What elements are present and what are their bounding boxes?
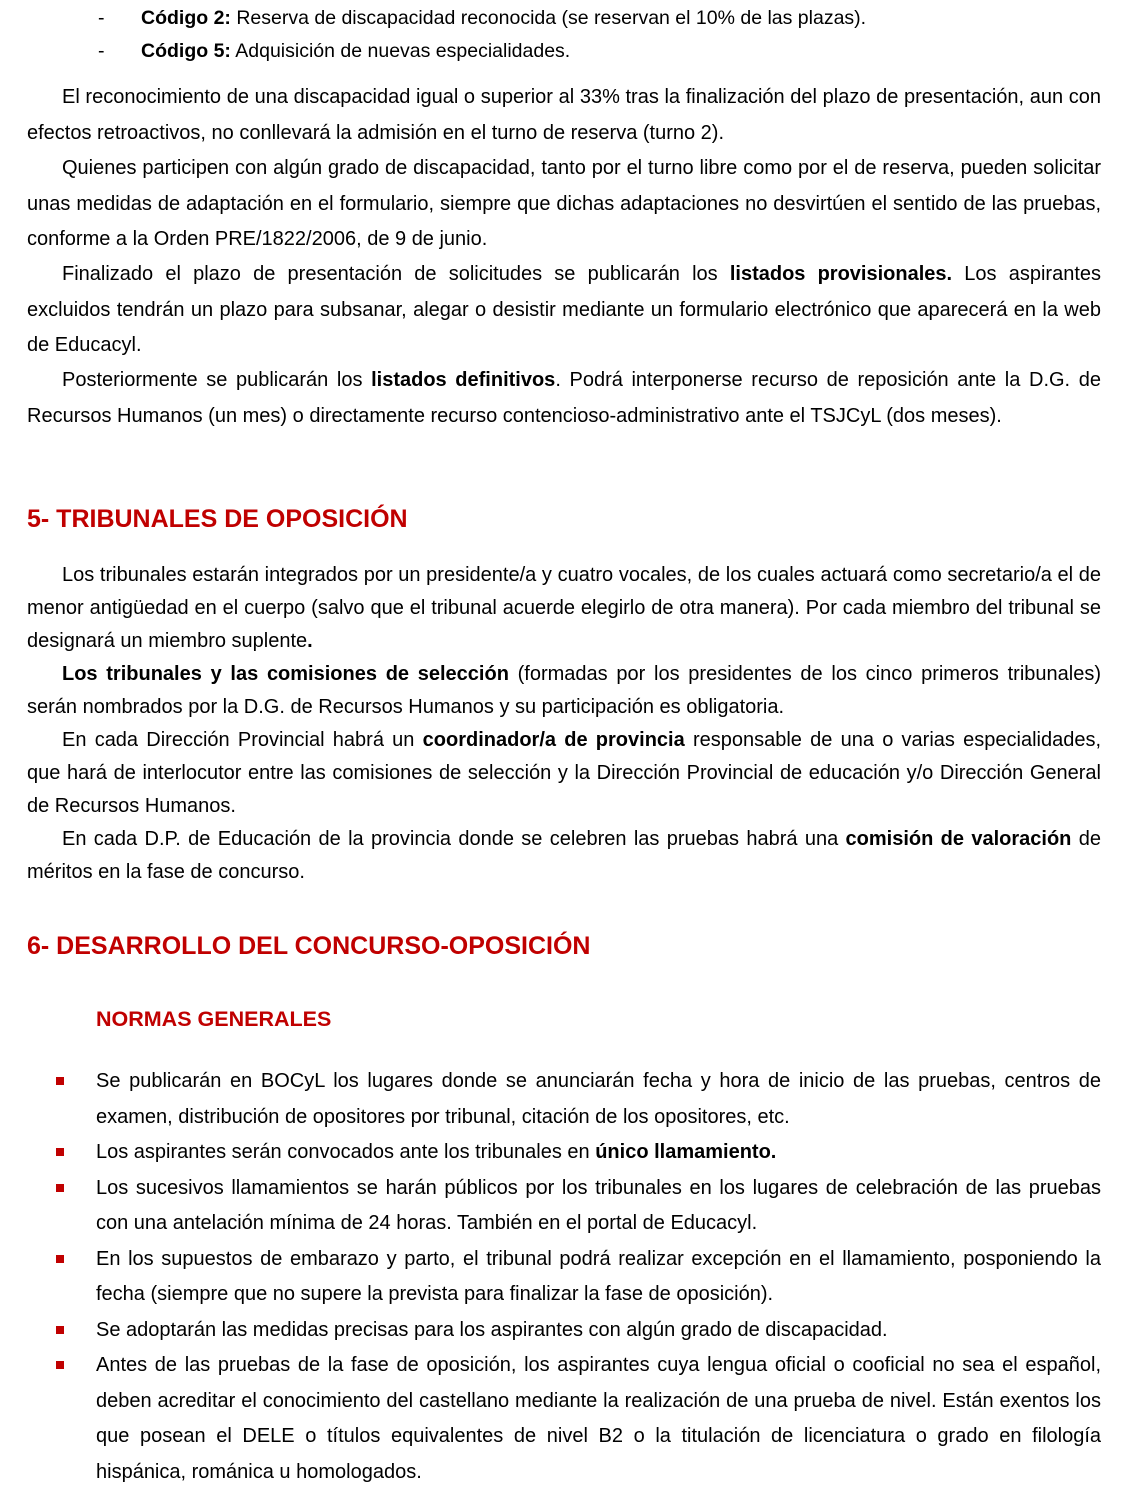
square-bullet-icon [56, 1184, 64, 1192]
paragraph-listados-definitivos [27, 363, 1101, 434]
paragraph-text: En cada D.P. de Educación de la provincia donde se celebren las pruebas habrá una [62, 828, 846, 850]
paragraph-text: Posteriormente se publicarán los [62, 369, 372, 391]
bold-text: Los tribunales y las comisiones de selección [62, 663, 509, 685]
paragraph-comisiones-seleccion [27, 658, 1101, 724]
paragraph-text: de méritos en la fase de concurso. [27, 828, 1101, 883]
code-label: Código 2: [141, 7, 231, 29]
square-bullet-icon [56, 1361, 64, 1369]
bold-text: comisión de valoración [845, 828, 1072, 850]
bold-text: listados provisionales. [729, 263, 953, 285]
list-item-text: En los supuestos de embarazo y parto, el tribunal podrá realizar excepción en el llamamiento, posponiendo la fecha (siempre que no supere la prevista para finalizar la fase de oposición). [96, 1247, 1101, 1305]
paragraph-text: (formadas por los presidentes de los cinco primeros tribunales) serán nombrados por la D.G. de Recursos Humanos y su participación es obligatoria. [27, 663, 1101, 718]
list-item [0, 1313, 1101, 1349]
list-item [0, 1171, 1101, 1242]
paragraph-text: Los tribunales estarán integrados por un presidente/a y cuatro vocales, de los cuales actuará como secretario/a el de menor antigüedad en el cuerpo (salvo que el tribunal acuerde elegirlo de otra manera). Por cada miembro del tribunal se designará un miembro suplente [27, 564, 1101, 652]
list-item-text: Los sucesivos llamamientos se harán públicos por los tribunales en los lugares de celebración de las pruebas con una antelación mínima de 24 horas. También en el portal de Educacyl. [96, 1176, 1101, 1234]
normas-list [0, 1064, 1101, 1490]
code-text: Adquisición de nuevas especialidades. [230, 40, 571, 62]
section-5-title: 5- TRIBUNALES DE OPOSICIÓN [27, 505, 408, 533]
list-item [0, 1348, 1101, 1490]
list-item-text: Antes de las pruebas de la fase de oposición, los aspirantes cuya lengua oficial o cooficial no sea el español, deben acreditar el conocimiento del castellano mediante la realización de una prueba de nivel. Están exentos los que posean el DELE o títulos equivalentes de nivel B2 o la titulación de licenciatura o grado en filología hispánica, románica u homologados. [96, 1354, 1101, 1483]
dash-marker: - [98, 7, 105, 29]
code-item [98, 2, 866, 35]
square-bullet-icon [56, 1148, 64, 1156]
code-label: Código 5: [141, 40, 231, 62]
square-bullet-icon [56, 1326, 64, 1334]
paragraph-adaptacion [27, 151, 1101, 258]
list-item-text: Los aspirantes serán convocados ante los tribunales en [96, 1141, 596, 1163]
paragraph-coordinador-provincia [27, 724, 1101, 823]
subsection-title: NORMAS GENERALES [96, 1007, 332, 1031]
code-text: Reserva de discapacidad reconocida (se reservan el 10% de las plazas). [230, 7, 867, 29]
square-bullet-icon [56, 1077, 64, 1085]
bold-text: listados definitivos [371, 369, 556, 391]
paragraph-text: responsable de una o varias especialidades, que hará de interlocutor entre las comisiones de selección y la Dirección Provincial de educación y/o Dirección General de Recursos Humanos. [27, 729, 1102, 817]
dash-marker: - [98, 40, 105, 62]
section-6-title: 6- DESARROLLO DEL CONCURSO-OPOSICIÓN [27, 932, 591, 960]
list-item [0, 1242, 1101, 1313]
paragraph-comision-valoracion [27, 823, 1101, 889]
square-bullet-icon [56, 1255, 64, 1263]
list-item [0, 1064, 1101, 1135]
paragraph-text: Los aspirantes excluidos tendrán un plazo para subsanar, alegar o desistir mediante un formulario electrónico que aparecerá en la web de Educacyl. [27, 263, 1101, 356]
list-item-text: Se adoptarán las medidas precisas para los aspirantes con algún grado de discapacidad. [96, 1318, 888, 1341]
bold-text: único llamamiento. [595, 1141, 777, 1163]
list-item-text: Se publicarán en BOCyL los lugares donde se anunciarán fecha y hora de inicio de las pruebas, centros de examen, distribución de opositores por tribunal, citación de los opositores, etc. [96, 1070, 1101, 1128]
paragraph-text: En cada Dirección Provincial habrá un [62, 729, 423, 751]
paragraph-discapacidad-reconocimiento [27, 80, 1101, 151]
paragraph-text: Quienes participen con algún grado de discapacidad, tanto por el turno libre como por el de reserva, pueden solicitar unas medidas de adaptación en el formulario, siempre que dichas adaptaciones no desvirtúen el sentido de las pruebas, conforme a la Orden PRE/1822/2006, de 9 de junio. [27, 157, 1101, 250]
paragraph-text: . Podrá interponerse recurso de reposición ante la D.G. de Recursos Humanos (un mes) o directamente recurso contencioso-administrativo ante el TSJCyL (dos meses). [27, 369, 1101, 427]
bold-text: . [307, 630, 313, 652]
paragraph-listados-provisionales [27, 257, 1101, 364]
bold-text: coordinador/a de provincia [422, 729, 685, 751]
paragraph-tribunales-integracion [27, 559, 1101, 658]
code-item [98, 35, 570, 68]
paragraph-text: El reconocimiento de una discapacidad igual o superior al 33% tras la finalización del plazo de presentación, aun con efectos retroactivos, no conllevará la admisión en el turno de reserva (turno 2). [27, 86, 1101, 144]
paragraph-text: Finalizado el plazo de presentación de solicitudes se publicarán los [62, 263, 730, 285]
list-item [0, 1135, 1101, 1171]
